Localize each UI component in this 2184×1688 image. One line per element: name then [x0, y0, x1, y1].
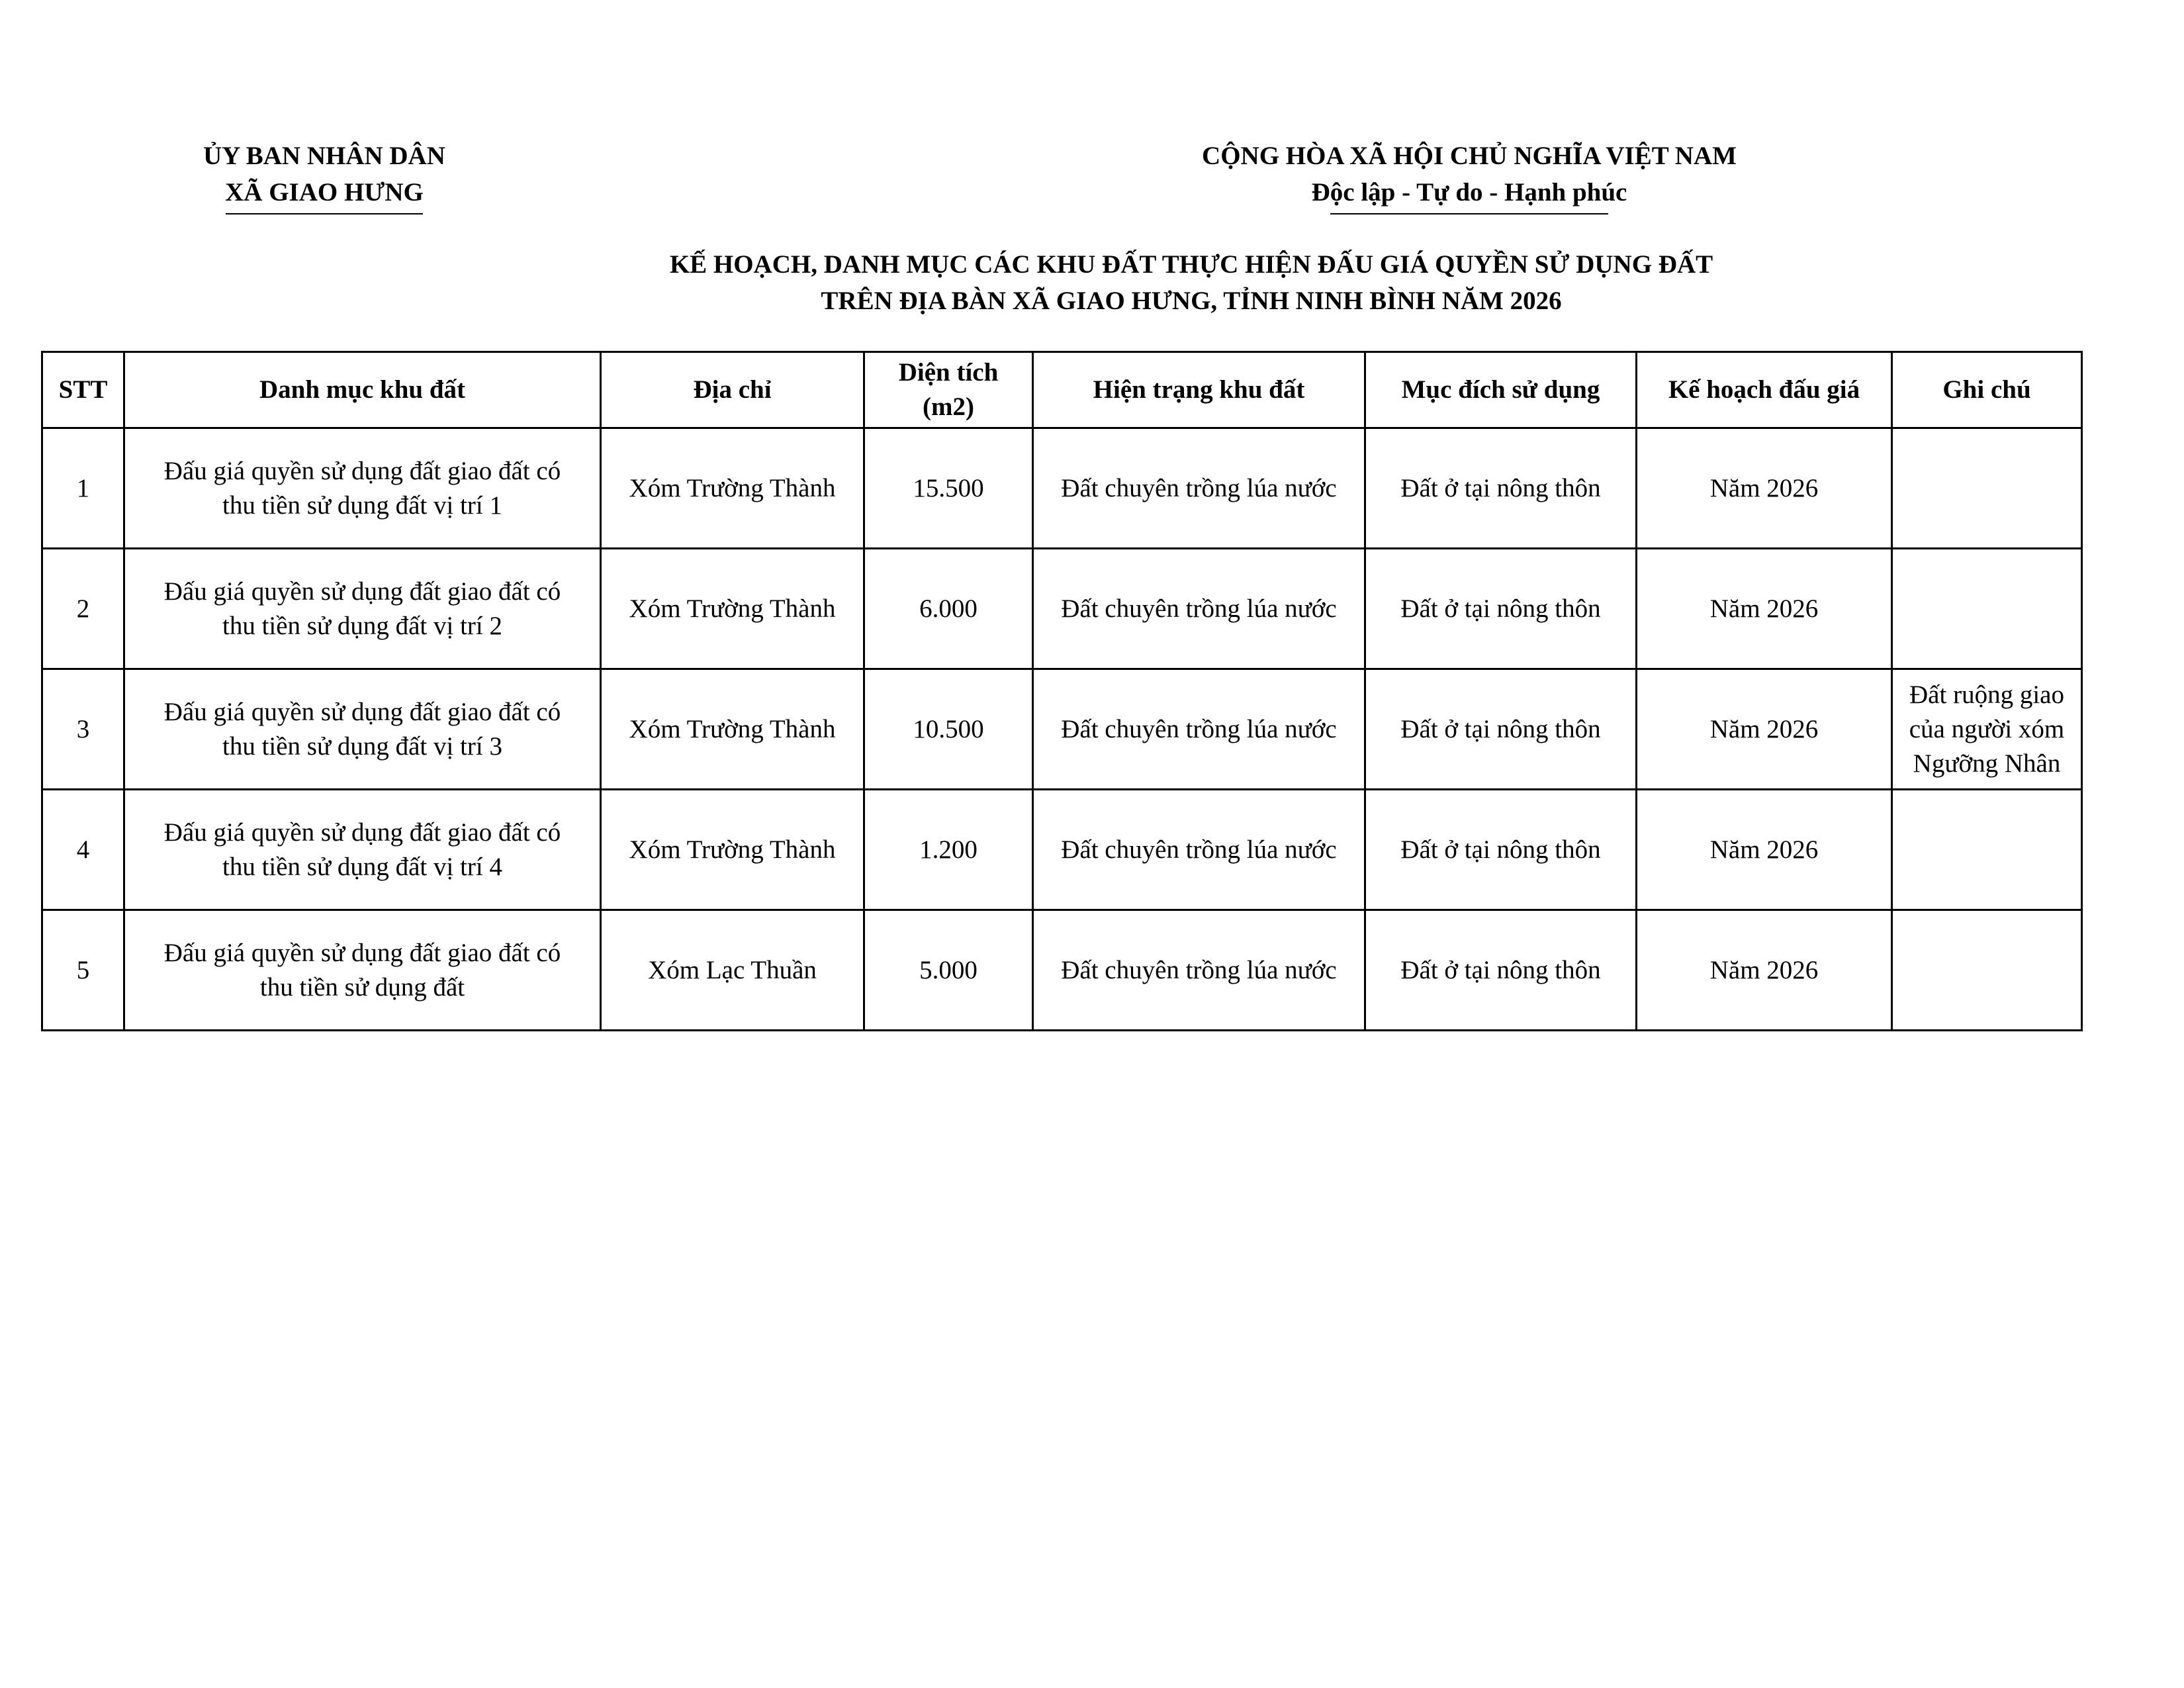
cell-status: Đất chuyên trồng lúa nước — [1033, 428, 1365, 549]
cell-plan: Năm 2026 — [1637, 790, 1892, 910]
cell-name-line1: Đấu giá quyền sử dụng đất giao đất có — [163, 456, 561, 485]
cell-purpose: Đất ở tại nông thôn — [1365, 669, 1637, 790]
cell-purpose: Đất ở tại nông thôn — [1365, 910, 1637, 1031]
cell-name — [124, 428, 601, 549]
country-name: CỘNG HÒA XÃ HỘI CHỦ NGHĨA VIỆT NAM — [1202, 142, 1737, 170]
cell-plan: Năm 2026 — [1637, 428, 1892, 549]
cell-area: 10.500 — [864, 669, 1033, 790]
motto: Độc lập - Tự do - Hạnh phúc — [1311, 178, 1627, 207]
cell-name-line2: thu tiền sử dụng đất — [259, 972, 465, 1002]
table-row — [42, 910, 2082, 1031]
document-title — [463, 246, 1919, 319]
title-line-2: TRÊN ĐỊA BÀN XÃ GIAO HƯNG, TỈNH NINH BÌNH NĂM 2026 — [821, 287, 1562, 315]
table-row — [42, 790, 2082, 910]
authority-name: ỦY BAN NHÂN DÂN — [203, 142, 445, 170]
col-header-purpose: Mục đích sử dụng — [1365, 352, 1637, 428]
cell-stt: 3 — [42, 669, 124, 790]
col-header-area — [864, 352, 1033, 428]
commune-name: XÃ GIAO HƯNG — [225, 178, 424, 207]
cell-name-line2: thu tiền sử dụng đất vị trí 2 — [222, 611, 503, 640]
cell-plan: Năm 2026 — [1637, 549, 1892, 669]
cell-stt: 2 — [42, 549, 124, 669]
cell-note-line1: Đất ruộng giao — [1909, 680, 2064, 709]
col-header-area-line2: (m2) — [923, 393, 974, 421]
table-row — [42, 669, 2082, 790]
cell-name — [124, 910, 601, 1031]
cell-address: Xóm Trường Thành — [601, 669, 864, 790]
cell-note — [1892, 669, 2082, 790]
cell-note-line2: của người xóm — [1909, 714, 2065, 743]
cell-area: 15.500 — [864, 428, 1033, 549]
cell-name-line1: Đấu giá quyền sử dụng đất giao đất có — [163, 818, 561, 847]
cell-note-line3: Ngưỡng Nhân — [1913, 749, 2061, 778]
col-header-plan: Kế hoạch đấu giá — [1637, 352, 1892, 428]
cell-status: Đất chuyên trồng lúa nước — [1033, 669, 1365, 790]
col-header-area-line1: Diện tích — [898, 358, 999, 387]
issuing-authority — [119, 138, 529, 214]
land-auction-table — [41, 351, 2083, 1031]
col-header-name: Danh mục khu đất — [124, 352, 601, 428]
cell-area: 6.000 — [864, 549, 1033, 669]
cell-area: 5.000 — [864, 910, 1033, 1031]
national-motto — [1125, 138, 1813, 214]
cell-name-line2: thu tiền sử dụng đất vị trí 3 — [222, 731, 503, 761]
cell-purpose: Đất ở tại nông thôn — [1365, 549, 1637, 669]
table-row — [42, 549, 2082, 669]
cell-area: 1.200 — [864, 790, 1033, 910]
cell-name-line2: thu tiền sử dụng đất vị trí 4 — [222, 852, 503, 881]
cell-address: Xóm Trường Thành — [601, 428, 864, 549]
cell-plan: Năm 2026 — [1637, 669, 1892, 790]
authority-underline — [226, 213, 423, 214]
cell-name — [124, 790, 601, 910]
cell-note — [1892, 549, 2082, 669]
cell-purpose: Đất ở tại nông thôn — [1365, 428, 1637, 549]
col-header-note: Ghi chú — [1892, 352, 2082, 428]
cell-plan: Năm 2026 — [1637, 910, 1892, 1031]
motto-underline — [1330, 213, 1608, 214]
col-header-status: Hiện trạng khu đất — [1033, 352, 1365, 428]
cell-name-line1: Đấu giá quyền sử dụng đất giao đất có — [163, 938, 561, 967]
cell-name-line2: thu tiền sử dụng đất vị trí 1 — [222, 491, 503, 520]
cell-note — [1892, 428, 2082, 549]
cell-note — [1892, 910, 2082, 1031]
cell-address: Xóm Trường Thành — [601, 790, 864, 910]
cell-status: Đất chuyên trồng lúa nước — [1033, 790, 1365, 910]
cell-stt: 5 — [42, 910, 124, 1031]
cell-stt: 4 — [42, 790, 124, 910]
cell-name — [124, 549, 601, 669]
cell-name — [124, 669, 601, 790]
cell-stt: 1 — [42, 428, 124, 549]
cell-address: Xóm Trường Thành — [601, 549, 864, 669]
cell-status: Đất chuyên trồng lúa nước — [1033, 549, 1365, 669]
col-header-stt: STT — [42, 352, 124, 428]
title-line-1: KẾ HOẠCH, DANH MỤC CÁC KHU ĐẤT THỰC HIỆN ĐẤU GIÁ QUYỀN SỬ DỤNG ĐẤT — [669, 250, 1713, 279]
cell-name-line1: Đấu giá quyền sử dụng đất giao đất có — [163, 697, 561, 726]
cell-note — [1892, 790, 2082, 910]
cell-address: Xóm Lạc Thuần — [601, 910, 864, 1031]
col-header-address: Địa chỉ — [601, 352, 864, 428]
table-header-row — [42, 352, 2082, 428]
cell-status: Đất chuyên trồng lúa nước — [1033, 910, 1365, 1031]
table-row — [42, 428, 2082, 549]
cell-purpose: Đất ở tại nông thôn — [1365, 790, 1637, 910]
cell-name-line1: Đấu giá quyền sử dụng đất giao đất có — [163, 577, 561, 606]
